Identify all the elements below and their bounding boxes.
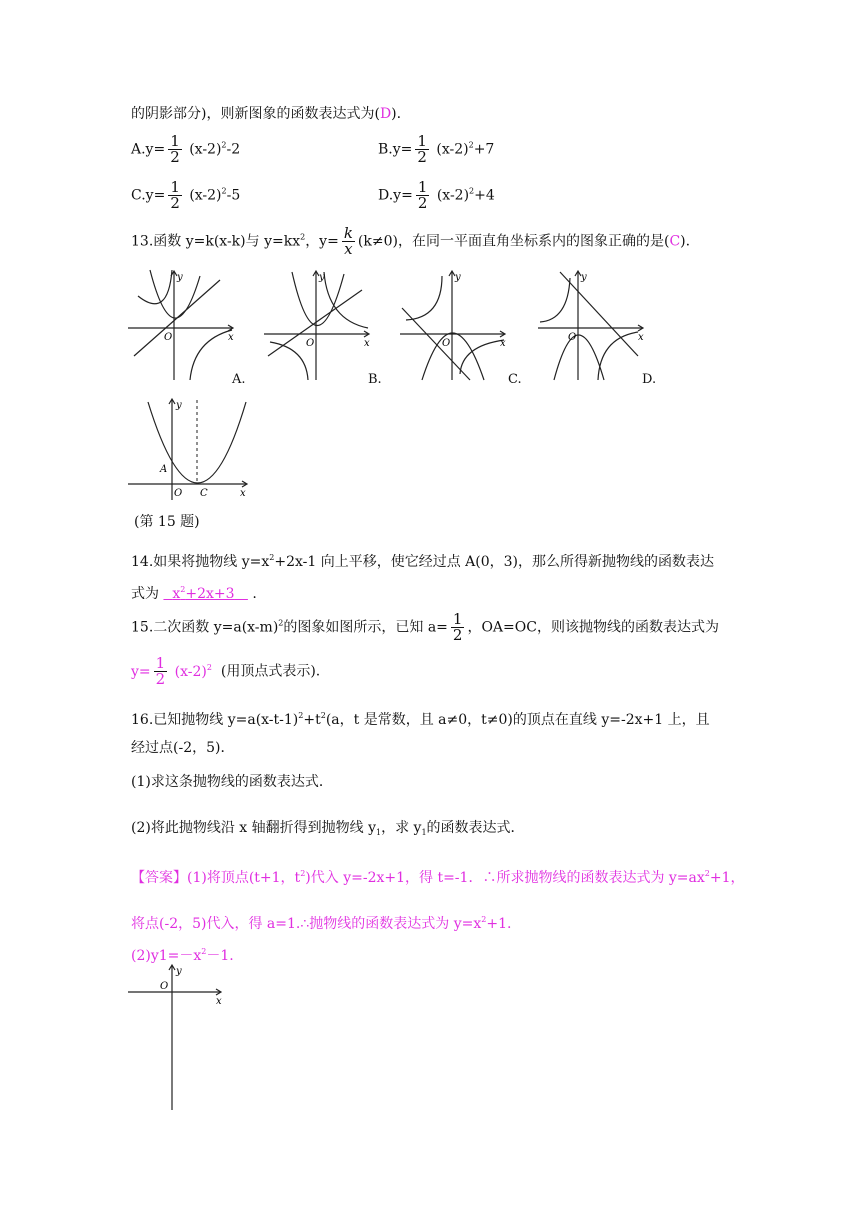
fig16-o-label: O [160, 981, 169, 992]
q12-option-a: A.y= $\frac{1}{2}$ $(x-2)^2-2$ [131, 132, 241, 166]
svg-text:x: x [500, 338, 506, 349]
svg-text:O: O [442, 338, 451, 349]
svg-text:x: x [638, 332, 644, 343]
q14-stem-2: 式为 $x^2+2x+3$ . [131, 585, 257, 602]
q14-stem: 14.如果将抛物线 $y=x^2+2x-1$ 向上平移，使它经过点 A(0，3)，那么所得新抛物线的函数表达 [131, 553, 715, 570]
q13-graph-a [128, 268, 240, 386]
q13-graph-b [264, 268, 376, 386]
svg-text:O: O [306, 338, 315, 349]
q14-answer: $x^2+2x+3$ [172, 585, 235, 602]
q15-stem: 15.二次函数 $y=a(x-m)^2$的图象如图所示，已知 a= $\frac{1}{2}$ ，OA=OC，则该抛物线的函数表达式为 [131, 610, 719, 644]
q15-figure [128, 396, 254, 504]
q12-option-d: D.y= $\frac{1}{2}$ $(x-2)^2+4$ [378, 178, 495, 212]
q12-stem: 的阴影部分)，则新图象的函数表达式为(D). [131, 106, 402, 122]
svg-text:y: y [319, 272, 325, 283]
answer16-line-1: 【答案】(1)将顶点(t+1，$t^2$)代入 y=-2x+1，得 t=-1．∴所求抛物线的函数表达式为 $y=ax^2+1$， [131, 869, 745, 886]
svg-text:y: y [581, 272, 587, 283]
fig15-caption: (第 15 题) [134, 514, 200, 530]
q13-answer: C [669, 233, 681, 250]
q13-axis-y-label: y [177, 272, 183, 283]
q13-origin-label: O [164, 332, 173, 343]
q13-label-b: B. [368, 372, 382, 387]
answer-tag: 【答案】 [131, 870, 187, 886]
fig16-x-label: x [216, 996, 222, 1007]
fig15-o-label: O [174, 488, 183, 499]
q13-label-d: D. [642, 372, 657, 387]
q13-label-a: A. [232, 372, 246, 387]
q13-stem: 13.函数 y=k(x-k)与 $y=kx^2$，y= $\frac{k}{x}$ (k≠0)，在同一平面直角坐标系内的图象正确的是(C). [131, 224, 691, 258]
q12-option-c: C.y= $\frac{1}{2}$ $(x-2)^2-5$ [131, 178, 241, 212]
fig15-y-label: y [176, 400, 182, 411]
q16-stem-2: 经过点(-2，5)． [131, 740, 235, 756]
q12-option-b: B.y= $\frac{1}{2}$ $(x-2)^2+7$ [378, 132, 495, 166]
fig16-y-label: y [176, 966, 182, 977]
svg-text:O: O [568, 332, 577, 343]
q16-stem-1: 16.已知抛物线 $y=a(x-t-1)^2+t^2(a$，t 是常数，且 a≠0，t≠0)的顶点在直线 y=-2x+1 上，且 [131, 711, 710, 728]
fig15-x-label: x [240, 488, 246, 499]
svg-text:y: y [455, 272, 461, 283]
q15-answer: y= $\frac{1}{2}$ $(x-2)^2$ [131, 654, 212, 688]
q12-answer: D [379, 106, 392, 122]
q15-answer-line: y= $\frac{1}{2}$ $(x-2)^2$ (用顶点式表示). [131, 654, 321, 688]
q13-axis-x-label: x [228, 332, 234, 343]
svg-text:x: x [364, 338, 370, 349]
q13-graph-c [400, 268, 512, 386]
answer16-line-3: $(2)y1=-x^2-1$. [131, 947, 234, 964]
q13-label-c: C. [508, 372, 522, 387]
fig15-a-label: A [160, 464, 168, 475]
fig15-c-label: C [200, 488, 208, 499]
q13-graph-d [538, 268, 650, 386]
q16-part-2: (2)将此抛物线沿 x 轴翻折得到抛物线 $y_1$，求 $y_1$的函数表达式． [131, 820, 525, 837]
answer16-line-2: 将点(-2，5)代入，得 a=1.∴抛物线的函数表达式为 $y=x^2+1$. [131, 915, 512, 932]
q16-part-1: (1)求这条抛物线的函数表达式． [131, 774, 333, 790]
q16-figure [128, 962, 228, 1112]
